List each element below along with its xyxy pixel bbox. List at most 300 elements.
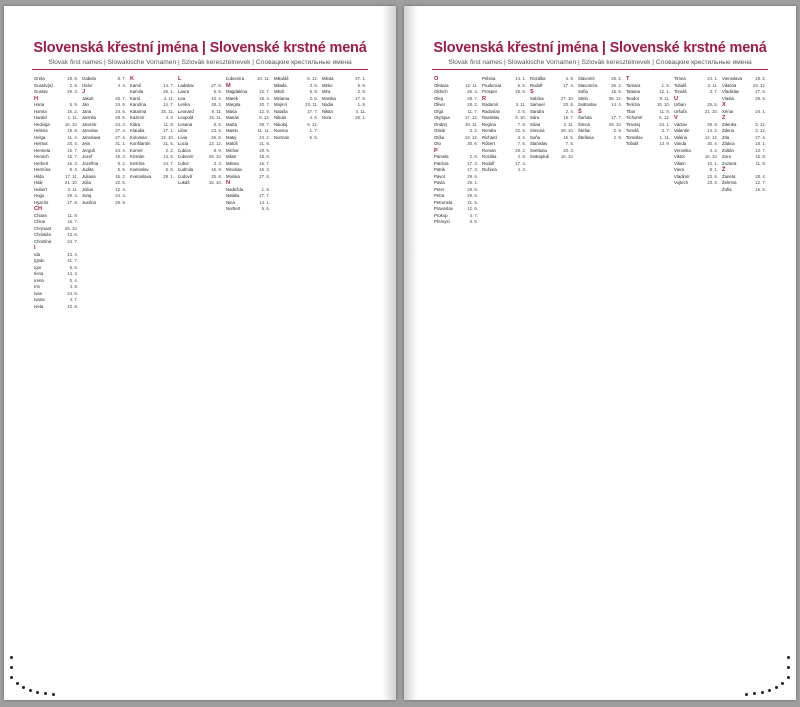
first-name: Hanna <box>34 108 47 114</box>
name-day-date: 28. 2. <box>211 102 222 107</box>
first-name: Greta <box>34 76 45 81</box>
name-day-date: 14. 7. <box>163 82 174 88</box>
first-name: Tamara <box>626 82 641 88</box>
first-name: Laura <box>178 89 189 94</box>
name-day-date: 15. 3. <box>259 167 270 172</box>
name-column <box>178 76 222 187</box>
name-row <box>578 135 622 142</box>
name-row <box>130 174 174 181</box>
name-day-date: 24. 7. <box>163 160 174 166</box>
first-name: Otília <box>434 134 445 140</box>
name-day-date: 20. 3. <box>563 147 574 153</box>
dot-ornament <box>16 682 19 685</box>
first-name: Jaroslava <box>82 134 101 140</box>
name-row <box>178 180 222 187</box>
name-day-date: 22. 7. <box>259 89 270 94</box>
right-page <box>404 6 796 700</box>
title-rule <box>432 69 768 70</box>
name-row <box>274 135 318 142</box>
first-name: Jaromír <box>82 121 97 127</box>
name-day-date: 29. 3. <box>67 89 78 94</box>
first-name: Pamela <box>434 154 449 159</box>
name-day-date: 16. 7. <box>259 160 270 166</box>
name-day-date: 17. 4. <box>515 160 526 166</box>
first-name: Leopold <box>178 115 194 120</box>
first-name: Jerguš <box>82 147 95 153</box>
name-row <box>322 115 366 122</box>
name-columns <box>34 76 378 682</box>
first-name: Michal <box>226 147 239 153</box>
name-day-date: 11. 7. <box>467 108 478 114</box>
first-name: Jakub <box>82 95 94 101</box>
name-column <box>674 76 718 187</box>
name-day-date: 2. 4. <box>565 108 574 114</box>
first-name: Peter <box>434 186 445 192</box>
first-name: Chiara <box>34 212 47 218</box>
first-name: Rudolf <box>482 160 495 166</box>
first-name: Zdeno <box>722 128 735 133</box>
name-day-date: 27. 4. <box>115 134 126 140</box>
section-letter: Z <box>722 115 726 121</box>
name-day-date: 28. 10. <box>608 121 622 127</box>
first-name: Konštantín <box>130 141 151 146</box>
first-name: Svetlana <box>530 147 547 153</box>
first-name: Matúš <box>226 141 238 146</box>
name-day-date: 25. 6. <box>515 89 526 94</box>
name-day-date: 3. 11. <box>563 121 574 127</box>
name-day-date: 11. 8. <box>755 160 766 166</box>
first-name: Soňa <box>530 134 541 140</box>
name-day-date: 5. 9. <box>309 89 318 94</box>
first-name: Rastislav <box>482 115 500 120</box>
name-columns <box>434 76 778 682</box>
name-day-date: 12. 6. <box>467 206 478 211</box>
name-day-date: 31. 1. <box>115 141 126 146</box>
first-name: Gustav <box>34 89 48 94</box>
name-day-date: 11. 11. <box>257 128 270 133</box>
first-name: Richard <box>482 134 497 140</box>
first-name: Viera <box>674 167 684 172</box>
name-day-date: 21. 10. <box>704 108 718 114</box>
first-name: Jela <box>82 141 90 146</box>
name-column <box>34 76 78 310</box>
first-name: Miloš <box>274 89 285 94</box>
name-day-date: 22. 5. <box>115 180 126 185</box>
title-rule <box>32 69 368 70</box>
first-name: Mojmír <box>274 102 288 107</box>
name-day-date: 2. 6. <box>469 154 478 159</box>
name-row <box>722 187 766 194</box>
name-day-date: 13. 7. <box>755 147 766 153</box>
name-column <box>82 76 126 206</box>
name-day-date: 13. 4. <box>67 251 78 257</box>
name-day-date: 8. 1. <box>709 167 718 172</box>
name-day-date: 3. 12. <box>755 121 766 127</box>
name-day-date: 14. 3. <box>67 271 78 276</box>
name-day-date: 12. 9. <box>259 108 270 114</box>
page-subtitle: Slovak first names | Slowakische Vornamen | Szlovák keresztélnevek | Словацкие крестильные имена <box>48 59 352 66</box>
name-day-date: 3. 12. <box>755 128 766 133</box>
first-name: Helga <box>34 134 46 140</box>
first-name: Rozálka <box>530 76 546 81</box>
name-day-date: 29. 6. <box>467 186 478 192</box>
first-name: Hugo <box>34 193 45 198</box>
first-name: Renáta <box>482 128 496 133</box>
name-day-date: 13. 6. <box>67 232 78 237</box>
first-name: Lukáš <box>178 180 190 185</box>
name-day-date: 13. 9. <box>659 141 670 146</box>
name-day-date: 3. 4. <box>517 134 526 140</box>
name-day-date: 5. 6. <box>69 264 78 270</box>
first-name: Veronika <box>674 147 691 153</box>
name-day-date: 21. 10. <box>64 180 78 185</box>
dot-ornament <box>36 691 39 694</box>
first-name: Izabela <box>82 76 96 81</box>
name-day-date: 24. 4. <box>115 121 126 127</box>
first-name: Pribina <box>482 76 496 81</box>
name-day-date: 14. 1. <box>515 76 526 81</box>
name-day-date: 2. 2. <box>165 147 174 153</box>
first-name: Nina <box>226 199 235 205</box>
name-day-date: 26. 1. <box>355 115 366 120</box>
name-row <box>434 219 478 226</box>
first-name: Tobiáš <box>674 82 687 88</box>
first-name: Svätoslav <box>578 102 597 107</box>
first-name: Irena <box>34 277 44 283</box>
left-page <box>4 6 396 700</box>
first-name: Stanislav <box>530 141 548 146</box>
first-name: Marek <box>226 95 238 101</box>
name-day-date: 17. 1. <box>163 128 174 133</box>
first-name: Viktória <box>722 82 737 88</box>
first-name: Karol <box>130 95 141 101</box>
name-day-date: 29. 6. <box>467 193 478 198</box>
dot-ornament <box>10 666 13 669</box>
name-day-date: 20. 8. <box>563 102 574 107</box>
first-name: Margita <box>226 102 241 107</box>
first-name: Olympia <box>434 115 450 120</box>
first-name: Zlatica <box>722 141 735 146</box>
first-name: Harald <box>34 115 47 120</box>
name-day-date: 27. 6. <box>755 89 766 94</box>
name-day-date: 16. 7. <box>67 219 78 224</box>
name-day-date: 14. 2. <box>707 128 718 133</box>
first-name: Lesana <box>178 121 193 127</box>
name-day-date: 28. 2. <box>467 102 478 107</box>
first-name: Oskár <box>434 128 446 133</box>
name-day-date: 24. 4. <box>67 141 78 146</box>
decorative-dots <box>8 636 68 696</box>
name-day-date: 6. 5. <box>469 219 478 224</box>
first-name: Patrícia <box>434 160 449 166</box>
name-day-date: 6. 12. <box>659 115 670 120</box>
name-day-date: 18. 8. <box>67 76 78 81</box>
name-day-date: 16. 2. <box>115 173 126 179</box>
name-day-date: 26. 4. <box>467 89 478 94</box>
name-day-date: 1. 11. <box>659 134 670 140</box>
name-day-date: 14. 4. <box>611 102 622 107</box>
first-name: Chrysant <box>34 225 52 231</box>
name-day-date: 9. 11. <box>659 95 670 101</box>
name-day-date: 4. 9. <box>565 76 574 81</box>
name-day-date: 14. 5. <box>163 154 174 159</box>
gutter-shadow <box>404 6 418 700</box>
first-name: Radomír <box>482 102 499 107</box>
first-name: Vanda <box>674 141 687 146</box>
name-day-date: 10. 4. <box>211 95 222 101</box>
name-day-date: 8. 9. <box>213 147 222 153</box>
name-column <box>482 76 526 174</box>
name-day-date: 5. 9. <box>357 82 366 88</box>
first-name: Koloman <box>130 134 147 140</box>
first-name: Nadia <box>322 102 334 107</box>
name-day-date: 17. 3. <box>467 160 478 166</box>
name-day-date: 24. 6. <box>67 290 78 296</box>
name-day-date: 5. 4. <box>69 277 78 283</box>
name-day-date: 13. 12. <box>208 141 222 146</box>
name-day-date: 28. 10. <box>560 128 574 133</box>
name-day-date: 2. 11. <box>707 82 718 88</box>
first-name: Chloe <box>34 219 46 224</box>
first-name: Hubert <box>34 186 47 192</box>
name-day-date: 4. 3. <box>165 115 174 120</box>
first-name: Šarlota <box>578 115 592 120</box>
name-column <box>578 76 622 141</box>
name-day-date: 30. 4. <box>707 141 718 146</box>
first-name: Milan <box>226 154 237 159</box>
name-column <box>434 76 478 226</box>
first-name: Kamil <box>130 82 141 88</box>
decorative-dots <box>732 636 792 696</box>
first-name: Václav <box>674 121 687 127</box>
first-name: Helmut <box>34 141 48 146</box>
page-title: Slovenská křestní jména | Slovenské krstné mená <box>33 40 367 56</box>
dot-ornament <box>787 666 790 669</box>
name-day-date: 27. 4. <box>755 134 766 140</box>
name-day-date: 29. 7. <box>467 95 478 101</box>
name-column <box>226 76 270 213</box>
name-day-date: 18. 6. <box>259 154 270 159</box>
dot-ornament <box>44 692 47 695</box>
first-name: Júlia <box>82 180 91 185</box>
name-day-date: 25. 11. <box>161 108 174 114</box>
name-day-date: 18. 1. <box>755 141 766 146</box>
name-day-date: 25. 7. <box>115 95 126 101</box>
first-name: Klára <box>130 121 141 127</box>
name-day-date: 17. 4. <box>563 82 574 88</box>
name-day-date: 15. 2. <box>67 108 78 114</box>
name-day-date: 27. 8. <box>355 95 366 101</box>
first-name: Lívia <box>178 134 188 140</box>
section-letter: I <box>34 245 36 251</box>
name-day-date: 3. 7. <box>661 128 670 133</box>
name-day-date: 17. 11. <box>65 173 78 179</box>
name-row <box>482 167 526 174</box>
first-name: Nikola <box>274 115 286 120</box>
name-day-date: 8. 7. <box>117 76 126 81</box>
name-day-date: 3. 2. <box>469 128 478 133</box>
first-name: Jozefína <box>82 160 99 166</box>
name-day-date: 26. 2. <box>611 82 622 88</box>
first-name: Marián <box>226 115 240 120</box>
name-day-date: 2. 9. <box>357 89 366 94</box>
first-name: Ľubomír <box>178 154 194 159</box>
name-day-date: 4. 11. <box>163 95 174 101</box>
name-day-date: 19. 7. <box>563 115 574 120</box>
name-day-date: 17. 8. <box>67 199 78 205</box>
name-day-date: 20. 7. <box>259 102 270 107</box>
name-day-date: 6. 6. <box>261 206 270 211</box>
name-day-date: 21. 9. <box>259 141 270 146</box>
dot-ornament <box>787 676 790 679</box>
page-subtitle: Slovak first names | Slowakische Vornamen | Szlovák keresztélnevek | Словацкие крестильные имена <box>448 59 752 66</box>
first-name: Tatiana <box>626 89 640 94</box>
first-name: Mária <box>226 108 237 114</box>
first-name: Valentín <box>674 128 690 133</box>
name-day-date: 24. 4. <box>115 193 126 198</box>
name-day-date: 17. 12. <box>464 115 478 120</box>
first-name: Nataša <box>274 108 288 114</box>
name-day-date: 4. 9. <box>69 284 78 289</box>
name-day-date: 26. 1. <box>467 180 478 185</box>
dot-ornament <box>22 686 25 689</box>
name-column <box>722 76 766 193</box>
name-day-date: 3. 7. <box>709 89 718 94</box>
name-day-date: 24. 6. <box>115 108 126 114</box>
first-name: Sabína <box>530 95 544 101</box>
first-name: Norman <box>274 134 290 140</box>
name-day-date: 27. 8. <box>259 173 270 179</box>
name-day-date: 23. 5. <box>211 128 222 133</box>
name-column <box>530 76 574 161</box>
first-name: Pavla <box>434 180 445 185</box>
first-name: Oktávia <box>434 82 449 88</box>
name-day-date: 11. 4. <box>67 134 78 140</box>
dot-ornament <box>761 691 764 694</box>
name-day-date: 13. 10. <box>160 134 174 140</box>
first-name: Ján <box>82 102 89 107</box>
first-name: Tichomír <box>626 115 643 120</box>
name-day-date: 18. 8. <box>67 128 78 133</box>
name-day-date: 16. 10. <box>64 121 78 127</box>
name-day-date: 28. 9. <box>707 121 718 127</box>
first-name: Samuel <box>530 102 545 107</box>
first-name: Izidor <box>82 82 93 88</box>
name-day-date: 3. 3. <box>213 160 222 166</box>
first-name: Ivan <box>34 290 43 296</box>
first-name: Hermína <box>34 167 51 172</box>
name-day-date: 2. 5. <box>517 108 526 114</box>
first-name: Stela <box>578 95 588 101</box>
name-day-date: 4. 7. <box>69 297 78 302</box>
section-letter: N <box>226 180 231 186</box>
name-day-date: 2. 5. <box>309 95 318 101</box>
section-letter: P <box>434 147 438 154</box>
first-name: Ľubica <box>178 147 191 153</box>
name-day-date: 11. 8. <box>163 121 174 127</box>
first-name: Nikolaj <box>274 121 287 127</box>
first-name: Oldrich <box>434 89 448 94</box>
name-day-date: 23. 4. <box>707 180 718 185</box>
first-name: Jozef <box>82 154 93 159</box>
first-name: Viktor <box>674 154 685 159</box>
first-name: Ružena <box>482 167 497 172</box>
section-letter: U <box>674 95 679 102</box>
dot-ornament <box>29 689 32 692</box>
first-name: Henrieta <box>34 147 51 153</box>
name-day-date: 24. 1. <box>755 108 766 114</box>
name-day-date: 3. 6. <box>309 82 318 88</box>
name-day-date: 4. 6. <box>309 115 318 120</box>
name-day-date: 24. 1. <box>707 76 718 81</box>
dot-ornament <box>52 693 55 696</box>
name-day-date: 10. 8. <box>67 303 78 309</box>
first-name: Kristína <box>130 160 145 166</box>
name-day-date: 16. 10. <box>560 154 574 159</box>
section-letter: CH <box>34 206 43 212</box>
name-day-date: 2. 9. <box>613 134 622 140</box>
name-day-date: 1. 11. <box>67 115 78 120</box>
first-name: Mirko <box>322 82 333 88</box>
section-letter: T <box>626 76 630 82</box>
first-name: Norbert <box>226 206 241 211</box>
first-name: Magdaléna <box>226 89 248 94</box>
name-day-date: 6. 5. <box>517 82 526 88</box>
name-day-date: 7. 9. <box>517 121 526 127</box>
first-name: Lucia <box>178 141 189 146</box>
name-day-date: 16. 3. <box>67 160 78 166</box>
first-name: Prokop <box>434 212 448 218</box>
first-name: Noema <box>274 128 288 133</box>
name-row <box>34 304 78 311</box>
name-day-date: 24. 6. <box>115 102 126 107</box>
name-day-date: 12. 12. <box>704 134 718 140</box>
name-day-date: 23. 5. <box>707 173 718 179</box>
first-name: Teodor <box>626 95 640 101</box>
name-day-date: 30. 6. <box>467 141 478 146</box>
first-name: Želmíra <box>722 180 737 185</box>
first-name: Sára <box>530 115 540 120</box>
first-name: Natália <box>226 193 240 198</box>
dot-ornament <box>753 692 756 695</box>
first-name: Tomáš <box>626 128 639 133</box>
name-day-date: 22. 5. <box>515 128 526 133</box>
first-name: Kamila <box>130 89 144 94</box>
name-day-date: 15. 5. <box>611 89 622 94</box>
first-name: Róbert <box>482 141 495 146</box>
first-name: Jarmila <box>82 115 96 120</box>
section-letter: V <box>674 115 678 121</box>
first-name: Timotej <box>626 121 640 127</box>
name-day-date: 11. 8. <box>659 108 670 114</box>
name-day-date: 24. 7. <box>67 238 78 244</box>
name-day-date: 15. 5. <box>755 186 766 192</box>
name-column <box>626 76 670 148</box>
name-day-date: 3. 11. <box>67 186 78 192</box>
first-name: Petra <box>434 193 445 198</box>
name-day-date: 3. 11. <box>515 102 526 107</box>
first-name: Marta <box>226 121 237 127</box>
name-day-date: 4. 4. <box>117 82 126 88</box>
name-day-date: 9. 4. <box>69 167 78 172</box>
name-day-date: 25. 4. <box>259 95 270 101</box>
dot-ornament <box>787 656 790 659</box>
name-column <box>274 76 318 141</box>
first-name: Regína <box>482 121 496 127</box>
name-day-date: 5. 5. <box>213 89 222 94</box>
first-name: Iveta <box>34 303 44 309</box>
first-name: Timea <box>674 76 686 81</box>
